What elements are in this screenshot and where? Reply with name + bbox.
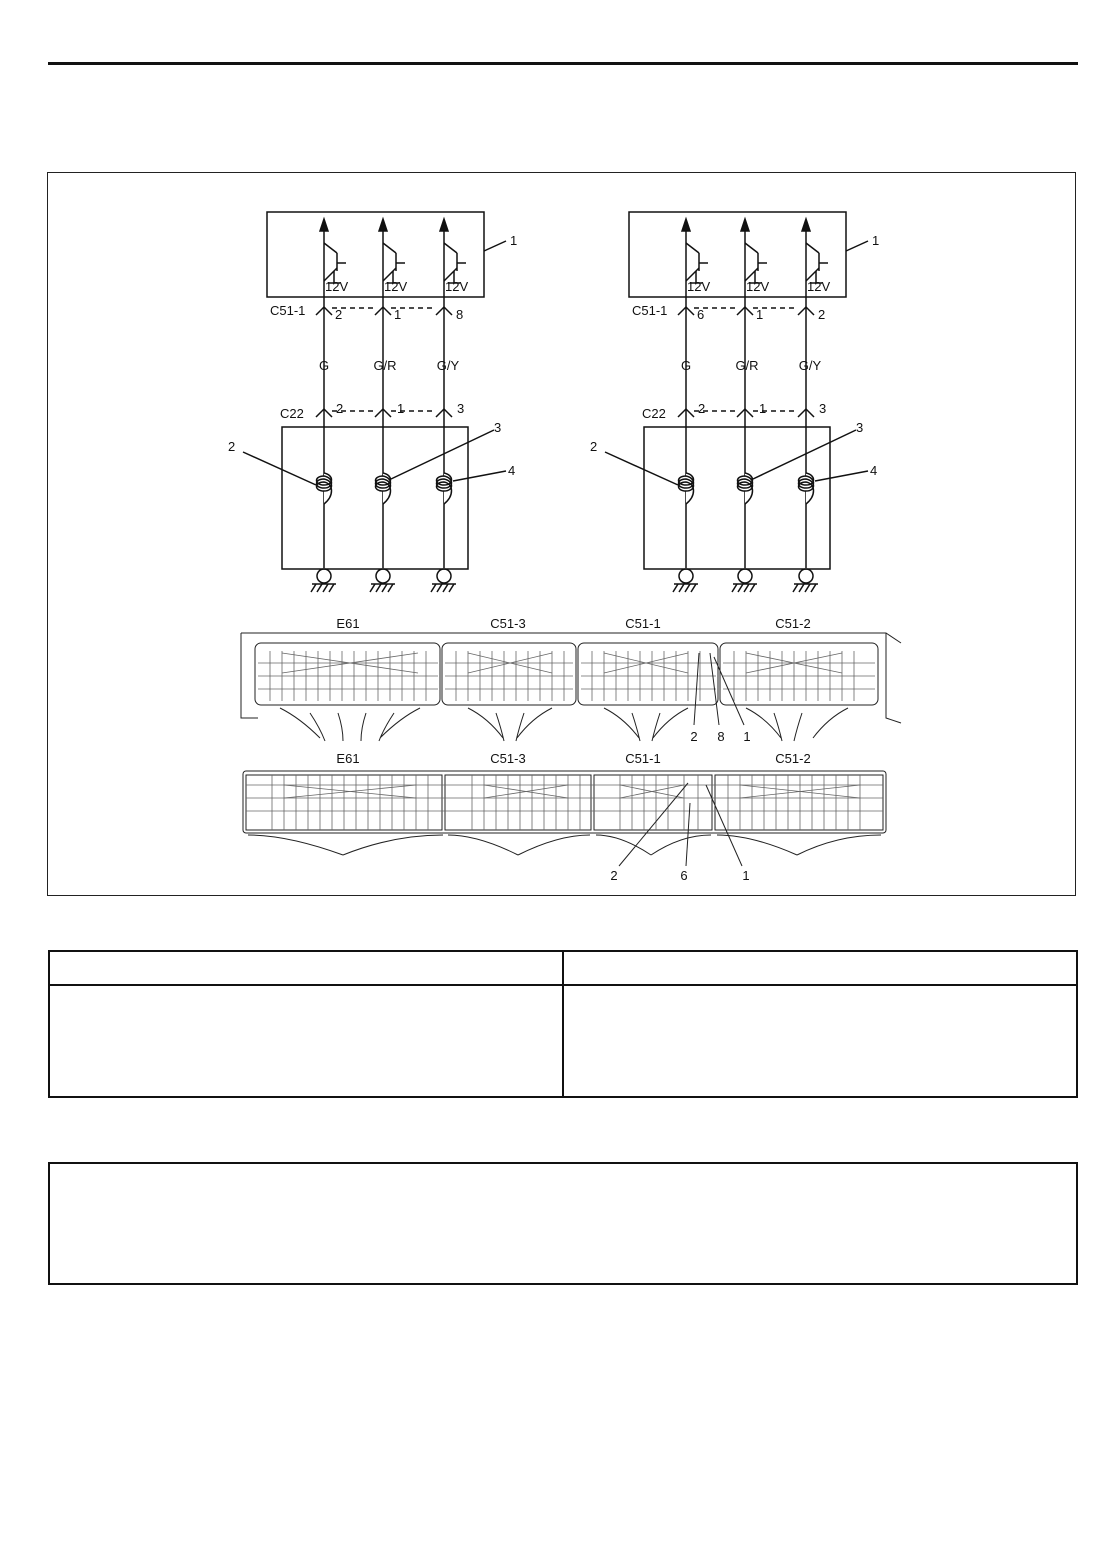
ecm-callout: 1	[510, 233, 518, 248]
wire-color-label: G/Y	[798, 358, 822, 373]
transistor-icon	[806, 243, 828, 283]
injector-box-left	[282, 427, 468, 569]
coil-icon	[437, 473, 452, 504]
terminal-callout: 1	[743, 729, 751, 744]
pin-number: 1	[397, 401, 405, 416]
right-circuit	[605, 212, 868, 592]
connector-view-2	[243, 771, 886, 866]
wiring-diagram-figure	[47, 172, 1076, 896]
connector-label: C51-1	[625, 616, 661, 631]
coil-icon	[376, 473, 391, 504]
connector-label: C51-2	[775, 616, 811, 631]
pin-number: 2	[818, 307, 826, 322]
voltage-label: 12V	[325, 279, 349, 294]
transistor-icon	[745, 243, 767, 283]
upper-connector-label: C51-1	[632, 303, 668, 318]
pin-number: 1	[759, 401, 767, 416]
voltage-label: 12V	[746, 279, 770, 294]
terminal-callout: 2	[690, 729, 698, 744]
voltage-label: 12V	[807, 279, 831, 294]
pin-number: 1	[756, 307, 764, 322]
wire-color-label: G/Y	[436, 358, 460, 373]
voltage-label: 12V	[445, 279, 469, 294]
wire-color-label: G	[680, 358, 692, 373]
ground-icon	[370, 569, 395, 592]
coil-callout: 2	[590, 439, 598, 454]
coil-callout: 4	[508, 463, 516, 478]
connector-label: E61	[336, 616, 360, 631]
lower-connector-label: C22	[280, 406, 304, 421]
coil-callout: 3	[494, 420, 502, 435]
coil-icon	[738, 473, 753, 504]
pin-number: 2	[335, 307, 343, 322]
coil-callout: 4	[870, 463, 878, 478]
lower-connector-label: C22	[642, 406, 666, 421]
ground-icon	[311, 569, 336, 592]
connector-label: C51-3	[490, 616, 526, 631]
ground-icon	[431, 569, 456, 592]
pin-number: 2	[336, 401, 344, 416]
connector-label: C51-1	[625, 751, 661, 766]
wiring-diagram-svg	[48, 173, 1077, 897]
terminal-callout: 6	[680, 868, 688, 883]
terminal-callout: 2	[610, 868, 618, 883]
transistor-icon	[686, 243, 708, 283]
connector-label: C51-2	[775, 751, 811, 766]
ground-icon	[673, 569, 698, 592]
wire-color-label: G	[318, 358, 330, 373]
voltage-label: 12V	[384, 279, 408, 294]
coil-icon	[679, 473, 694, 504]
pin-number: 3	[819, 401, 827, 416]
info-table	[48, 950, 1078, 1098]
connector-label: C51-3	[490, 751, 526, 766]
note-box	[48, 1162, 1078, 1285]
terminal-callout: 8	[717, 729, 725, 744]
transistor-icon	[383, 243, 405, 283]
left-circuit-labels	[228, 233, 517, 478]
connector-label: E61	[336, 751, 360, 766]
connector-view-1-labels	[336, 616, 810, 744]
wire-color-label: G/R	[373, 358, 397, 373]
connector-view-1	[241, 633, 901, 741]
ecm-callout: 1	[872, 233, 880, 248]
coil-icon	[799, 473, 814, 504]
left-circuit	[243, 212, 506, 592]
top-rule	[48, 62, 1078, 65]
right-circuit-labels	[590, 233, 879, 478]
wire-color-label: G/R	[735, 358, 759, 373]
pin-number: 6	[697, 307, 705, 322]
coil-icon	[317, 473, 332, 504]
ground-icon	[793, 569, 818, 592]
voltage-label: 12V	[687, 279, 711, 294]
pin-number: 1	[394, 307, 402, 322]
pin-number: 2	[698, 401, 706, 416]
transistor-icon	[444, 243, 466, 283]
injector-box-right	[644, 427, 830, 569]
transistor-icon	[324, 243, 346, 283]
coil-callout: 3	[856, 420, 864, 435]
table-column-divider	[562, 952, 564, 1096]
pin-number: 8	[456, 307, 464, 322]
upper-connector-label: C51-1	[270, 303, 306, 318]
pin-number: 3	[457, 401, 465, 416]
ground-icon	[732, 569, 757, 592]
terminal-callout: 1	[742, 868, 750, 883]
coil-callout: 2	[228, 439, 236, 454]
